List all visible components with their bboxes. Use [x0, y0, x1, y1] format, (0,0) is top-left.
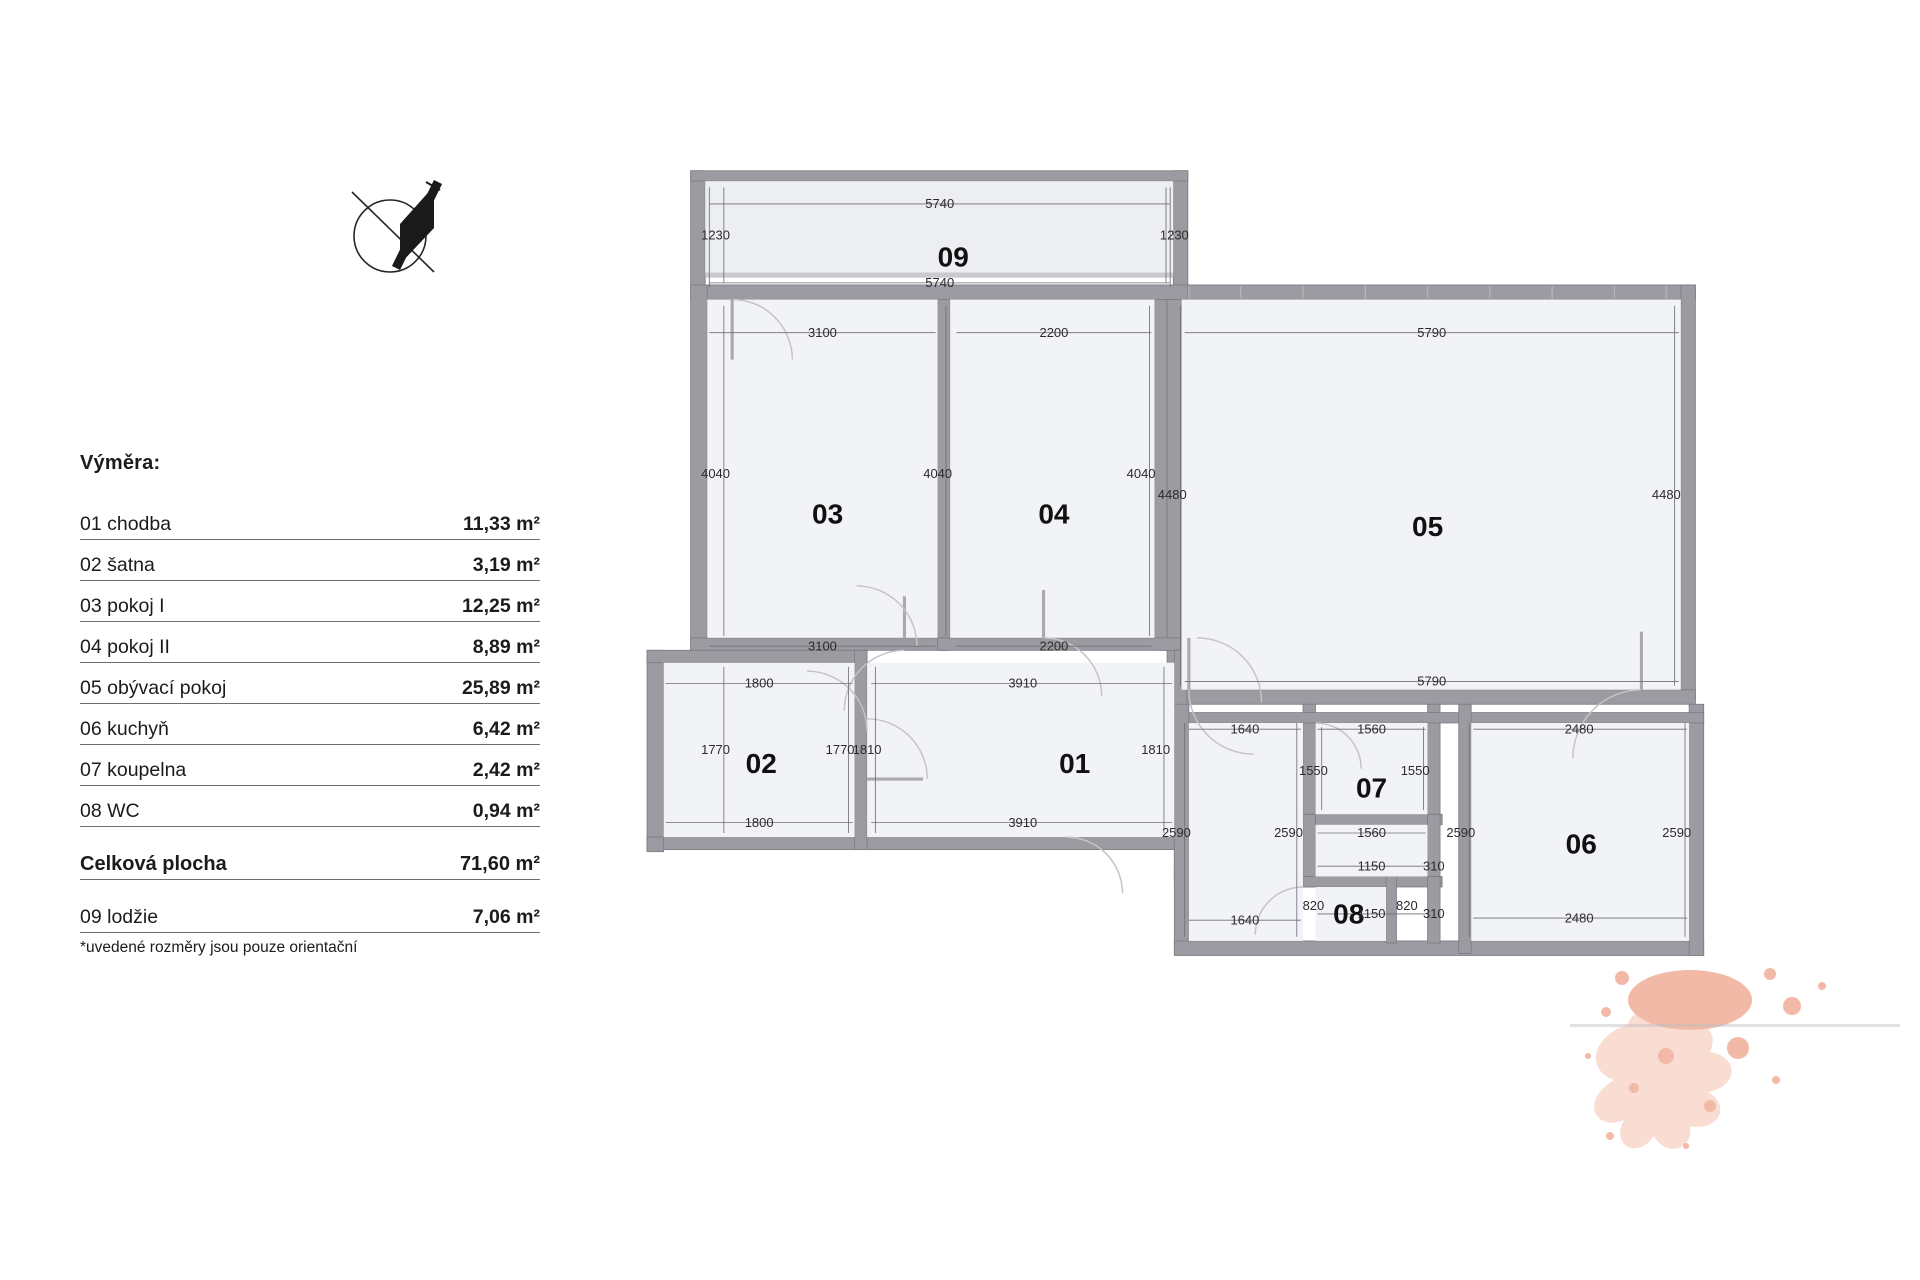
dimension-label: 310	[1423, 906, 1445, 922]
legend-row	[80, 554, 540, 581]
dimension-label: 1800	[744, 675, 774, 691]
legend-row	[80, 595, 540, 622]
legend-total-value: 71,60 m²	[459, 853, 540, 875]
dimension-label: 2590	[1662, 825, 1692, 841]
dimension-label: 1810	[852, 742, 882, 758]
dimension-label: 1770	[825, 742, 855, 758]
room-label-03: 03	[812, 498, 844, 530]
dimension-label: 2480	[1564, 910, 1594, 926]
legend-extra-value: 7,06 m²	[472, 906, 540, 928]
dimension-label: 5790	[1417, 673, 1447, 689]
room-label-09: 09	[937, 241, 969, 273]
dimension-label: 2480	[1564, 721, 1594, 737]
dimension-label: 4480	[1157, 486, 1187, 502]
dimension-label: 4040	[701, 466, 730, 481]
dimension-label: 4040	[923, 466, 953, 481]
dimension-label: 2200	[1039, 638, 1069, 654]
legend-extra-row	[80, 906, 540, 933]
room-label-06: 06	[1565, 828, 1597, 860]
dimension-label: 3910	[1008, 675, 1038, 691]
legend-row	[80, 800, 540, 827]
dimension-label: 820	[1396, 897, 1418, 913]
dimension-label: 5790	[1417, 324, 1447, 340]
dimension-label: 1550	[1400, 762, 1430, 778]
dimension-label: 3910	[1008, 814, 1038, 830]
dimension-label: 1230	[1159, 227, 1189, 243]
dimension-label: 3100	[808, 638, 837, 654]
dimension-label: 3100	[808, 324, 837, 340]
dimension-label: 5740	[925, 196, 955, 212]
legend-total-row	[80, 853, 540, 880]
dimension-label: 1150	[1357, 906, 1386, 922]
legend-value: 0,94 m²	[472, 800, 540, 822]
legend-label: 08 WC	[80, 800, 140, 822]
legend-title: Výměra:	[80, 452, 161, 474]
dimension-label: 4480	[1651, 486, 1681, 502]
legend-label: 07 koupelna	[80, 759, 187, 781]
dimension-label: 1560	[1357, 721, 1386, 737]
floorplan-drawing	[560, 150, 1880, 970]
legend-row	[80, 718, 540, 745]
dimension-label: 1800	[744, 814, 774, 830]
legend-value: 12,25 m²	[461, 595, 540, 617]
legend-value: 2,42 m²	[472, 759, 540, 781]
legend-row	[80, 513, 540, 540]
room-label-04: 04	[1038, 498, 1070, 530]
room-label-01: 01	[1059, 747, 1091, 779]
dimension-label: 1230	[701, 227, 730, 243]
legend-label: 06 kuchyň	[80, 718, 169, 740]
legend-row	[80, 677, 540, 704]
dimension-label: 820	[1302, 897, 1325, 913]
dimension-label: 5740	[925, 275, 955, 291]
legend-note: *uvedené rozměry jsou pouze orientační	[80, 939, 358, 956]
room-label-02: 02	[745, 747, 777, 779]
room-label-05: 05	[1412, 511, 1444, 543]
dimension-label: 2590	[1161, 825, 1191, 841]
north-arrow-icon	[338, 168, 468, 288]
legend-extra-label: 09 lodžie	[80, 906, 159, 928]
legend-value: 6,42 m²	[472, 718, 540, 740]
room-label-08: 08	[1333, 898, 1365, 930]
watermark-splatter-icon	[1570, 960, 1900, 1260]
legend-value: 25,89 m²	[461, 677, 540, 699]
dimension-label: 1150	[1357, 858, 1386, 874]
legend-label: 04 pokoj II	[80, 636, 170, 658]
legend-label: 01 chodba	[80, 513, 172, 535]
legend-value: 3,19 m²	[472, 554, 540, 576]
legend-value: 11,33 m²	[463, 513, 540, 535]
dimension-label: 1770	[701, 742, 730, 758]
dimension-label: 1640	[1230, 721, 1260, 737]
legend-value: 8,89 m²	[472, 636, 540, 658]
dimension-label: 4040	[1126, 466, 1156, 481]
dimension-label: 2590	[1274, 825, 1303, 841]
legend-total-label: Celková plocha	[80, 853, 227, 875]
dimension-label: 2590	[1446, 825, 1476, 841]
dimension-label: 1560	[1357, 825, 1386, 841]
area-legend	[80, 452, 540, 957]
legend-row	[80, 759, 540, 786]
dimension-label: 1640	[1230, 912, 1260, 928]
legend-label: 02 šatna	[80, 554, 155, 576]
dimension-label: 1810	[1141, 742, 1171, 758]
legend-label: 03 pokoj I	[80, 595, 165, 617]
room-label-07: 07	[1355, 772, 1388, 804]
dimension-label: 1550	[1298, 762, 1328, 778]
legend-row	[80, 636, 540, 663]
dimension-label: 310	[1423, 858, 1445, 874]
legend-label: 05 obývací pokoj	[80, 677, 227, 699]
dimension-label: 2200	[1039, 324, 1069, 340]
